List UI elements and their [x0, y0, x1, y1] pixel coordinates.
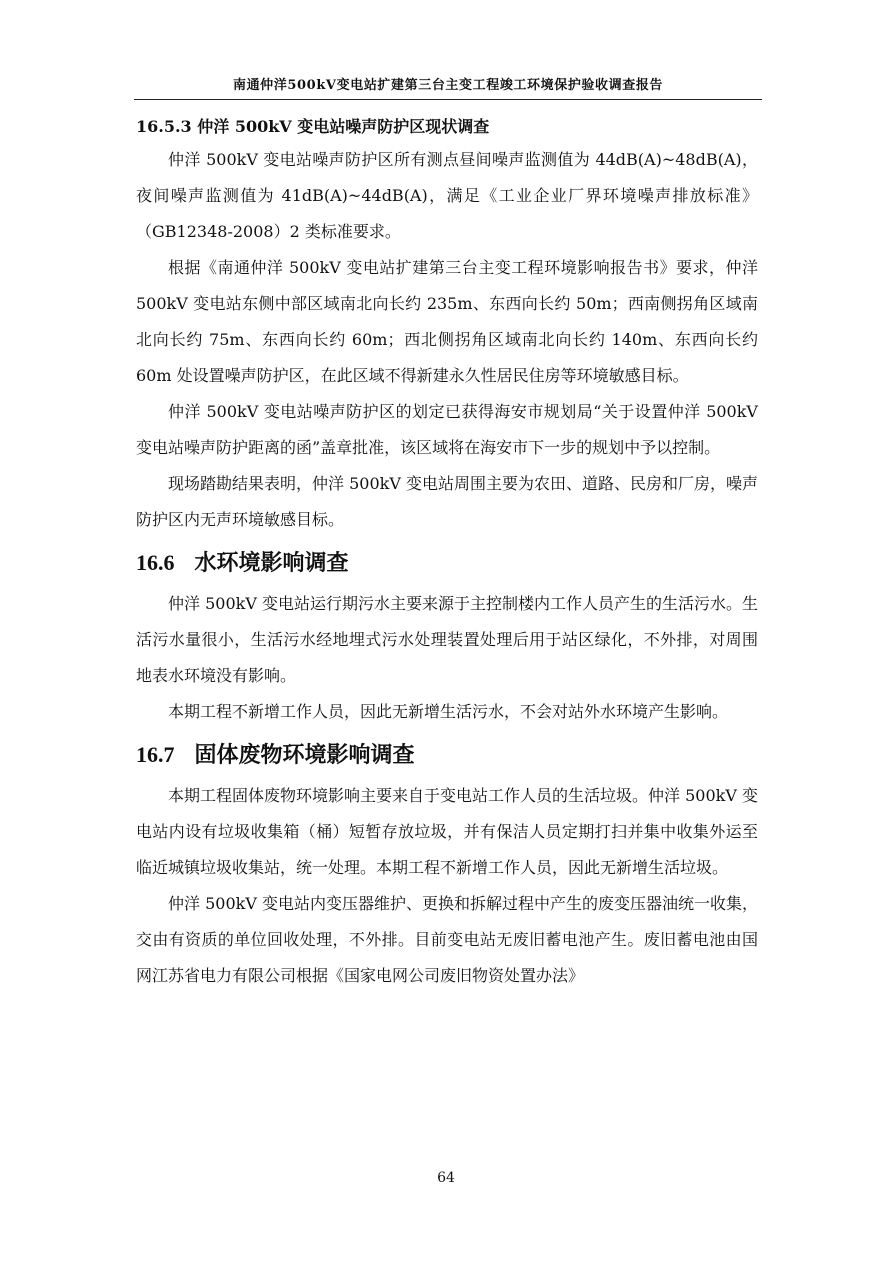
section-title: 水环境影响调查	[194, 550, 349, 576]
paragraph: 本期工程不新增工作人员，因此无新增生活污水，不会对站外水环境产生影响。	[168, 702, 729, 721]
header-rule	[134, 99, 762, 100]
section-16-5-3-title: 16.5.3 仲洋 500kV 变电站噪声防护区现状调查	[136, 117, 490, 136]
paragraph: 仲洋 500kV 变电站噪声防护区所有测点昼间噪声监测值为 44dB(A)~48dB(A)，夜间噪声监测值为 41dB(A)~44dB(A)，满足《工业企业厂界环境噪声排放标准》（GB12348-2008）2 类标准要求。	[136, 150, 758, 241]
paragraph: 仲洋 500kV 变电站噪声防护区的划定已获得海安市规划局“关于设置仲洋 500kV 变电站噪声防护距离的函”盖章批准，该区域将在海安市下一步的规划中予以控制。	[136, 402, 758, 457]
paragraph: 仲洋 500kV 变电站运行期污水主要来源于主控制楼内工作人员产生的生活污水。生活污水量很小，生活污水经地埋式污水处理装置处理后用于站区绿化，不外排，对周围地表水环境没有影响。	[136, 594, 758, 685]
paragraph: 本期工程固体废物环境影响主要来自于变电站工作人员的生活垃圾。仲洋 500kV 变电站内设有垃圾收集箱（桶）短暂存放垃圾，并有保洁人员定期打扫并集中收集外运至临近城镇垃圾收集站，统一处理。本期工程不新增工作人员，因此无新增生活垃圾。	[136, 786, 758, 877]
section-16-7-heading	[136, 736, 758, 774]
paragraph: 仲洋 500kV 变电站内变压器维护、更换和拆解过程中产生的废变压器油统一收集，交由有资质的单位回收处理，不外排。目前变电站无废旧蓄电池产生。废旧蓄电池由国网江苏省电力有限公司根据《国家电网公司废旧物资处置办法》	[136, 894, 758, 985]
section-16-6-heading	[136, 544, 758, 582]
page-body	[136, 112, 758, 994]
section-number: 16.6	[136, 550, 175, 575]
paragraph: 根据《南通仲洋 500kV 变电站扩建第三台主变工程环境影响报告书》要求，仲洋 500kV 变电站东侧中部区域南北向长约 235m、东西向长约 50m；西南侧拐角区域南北向长约 75m、东西向长约 60m；西北侧拐角区域南北向长约 140m、东西向长约 60m 处设置噪声防护区，在此区域不得新建永久性居民住房等环境敏感目标。	[136, 258, 758, 385]
section-title: 固体废物环境影响调查	[194, 742, 415, 768]
paragraph: 现场踏勘结果表明，仲洋 500kV 变电站周围主要为农田、道路、民房和厂房，噪声防护区内无声环境敏感目标。	[136, 474, 758, 529]
running-header: 南通仲洋500kV变电站扩建第三台主变工程竣工环境保护验收调查报告	[232, 78, 664, 93]
page-number: 64	[437, 1170, 455, 1186]
section-number: 16.7	[136, 742, 175, 767]
